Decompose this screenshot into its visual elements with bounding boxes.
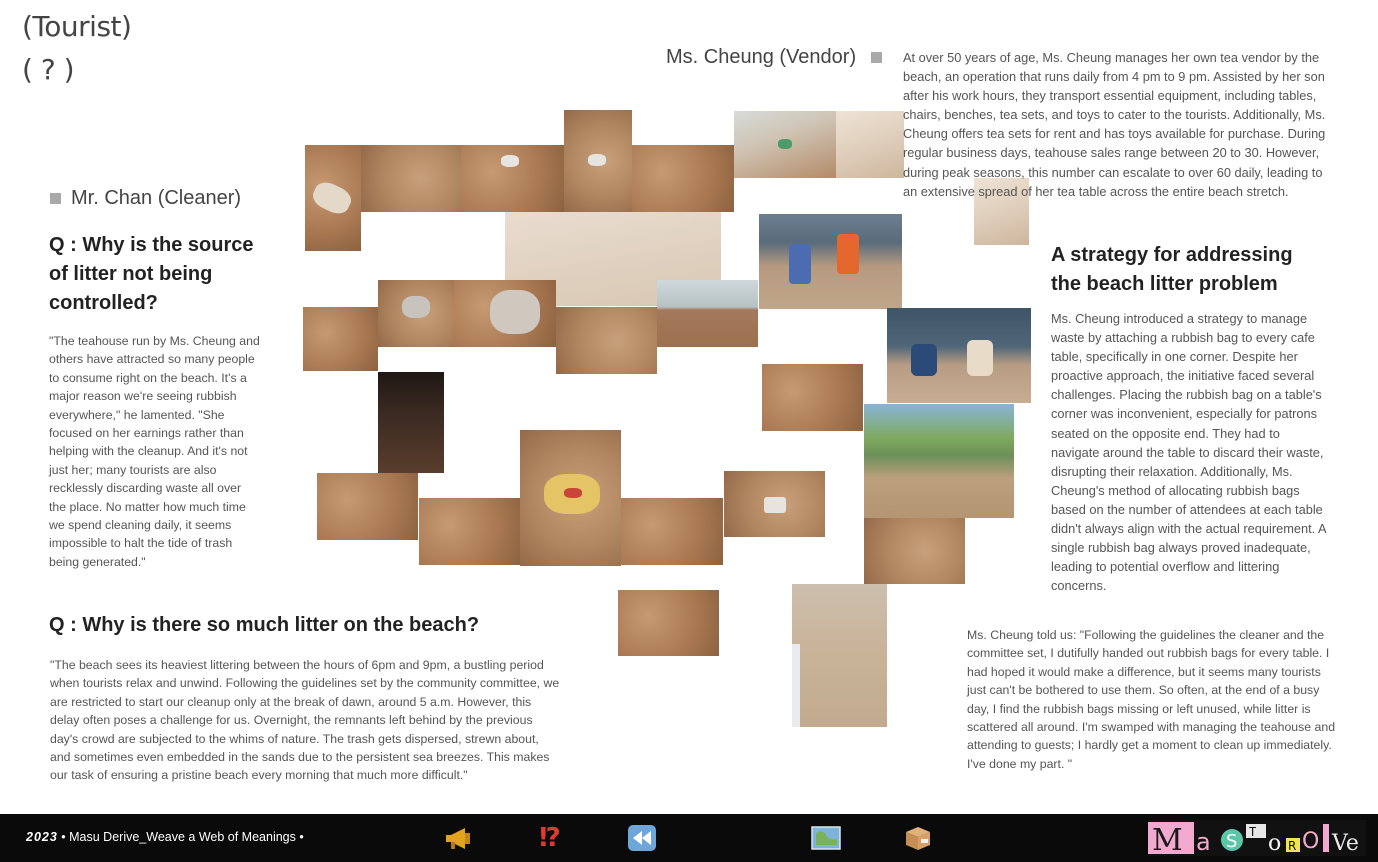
photo-people-chairs	[759, 214, 902, 309]
cleaner-answer-2: "The beach sees its heaviest littering between the hours of 6pm and 9pm, a bustling period when tourists relax and unwind. Following the guidelines set by the community committee, we are restricted to start our cleanup only at the break of dawn, around 5 a.m. However, this delay often poses a challenge for us. Overnight, the remnants left behind by the previous day's crowd are subjected to the whims of nature. The trash gets dispersed, strewn about, and sometimes even embedded in the sands due to the persistent sea breezes. This makes our task of ensuring a pristine beach every morning that much more difficult."	[50, 658, 560, 783]
map-icon[interactable]	[810, 822, 842, 854]
vendor-quote: Ms. Cheung told us: "Following the guidelines the cleaner and the committee set, I dutifully handed out rubbish bags for every table. I had hoped it would make a difference, but it seems many tourists just can't be bothered to use them. So often, at the end of a busy day, I find the rubbish bags missing or left unused, while litter is scattered all around. I'm swamped with managing the teahouse and attending to guests; I hardly get a moment to clean up immediately. I've done my part. "	[967, 628, 1336, 771]
strategy-title: A strategy for addressing the beach litter problem	[1051, 244, 1293, 295]
svg-text:R: R	[1288, 839, 1297, 853]
rewind-icon[interactable]	[626, 822, 658, 854]
cleaner-label	[50, 187, 241, 210]
box-icon[interactable]	[902, 822, 934, 854]
photo-beach-night	[378, 372, 444, 473]
photo-sea-horizon	[657, 280, 758, 347]
footer-project-name: • Masu Derive_Weave a Web of Meanings •	[61, 830, 304, 844]
question-so-much-litter: Q : Why is there so much litter on the beach?	[49, 614, 480, 636]
photo-people-sitting	[887, 308, 1031, 403]
svg-text:O: O	[1302, 829, 1320, 854]
photo-sand	[864, 518, 965, 584]
photo-debris-bag	[454, 280, 556, 347]
photo-sand	[556, 307, 657, 374]
cleaner-name: Mr. Chan (Cleaner)	[71, 187, 242, 209]
tourist-heading	[22, 10, 131, 86]
photo-sand-plastic	[461, 145, 564, 212]
vendor-name: Ms. Cheung (Vendor)	[666, 46, 857, 68]
svg-text:M: M	[1152, 823, 1183, 856]
svg-text:a: a	[1196, 828, 1211, 856]
bullet-square-icon	[871, 52, 882, 63]
cleaner-answer-1: "The teahouse run by Ms. Cheung and others have attracted so many people to consume right on the beach. It's a major reason we're seeing rubbish everywhere," he lamented. "She focused on her earnings rather than helping with the cleanup. And it's not just her; many tourists are also recklessly discarding waste all over the place. No matter how much time we spend cleaning daily, it seems impossible to halt the tide of trash being generated."	[49, 334, 260, 569]
photo-sand	[317, 473, 418, 540]
svg-text:o: o	[1268, 831, 1282, 856]
photo-sand	[419, 498, 520, 565]
tourist-question: ( ? )	[22, 53, 75, 86]
vendor-intro: At over 50 years of age, Ms. Cheung manages her own tea vendor by the beach, an operation that runs daily from 4 pm to 9 pm. Assisted by her son after his work hours, they transport essential equipment, including tables, chairs, benches, tea sets, and toys to cater to the tourists. Additionally, Ms. Cheung offers tea sets for rent and has toys available for purchase. During regular business days, teahouse sales range between 20 to 30. However, during peak seasons, this number can escalate to over 60 daily, leading to an extensive spread of her tea table across the entire beach stretch.	[903, 50, 1326, 199]
strategy-text: Ms. Cheung introduced a strategy to manage waste by attaching a rubbish bag to every cafe table, specifically in one corner. Despite her proactive approach, the initiative faced several challenges. Placing the rubbish bag on a table's corner was inconvenient, especially for patrons seated on the opposite end. They had to navigate around the table to discard their waste, disrupting their relaxation. Additionally, Ms. Cheung's method of allocating rubbish bags based on the number of attendees at each table didn't always align with the actual requirement. A single rubbish bag always proved inadequate, leading to potential overflow and littering concerns.	[1051, 311, 1326, 594]
photo-sand-cup	[564, 110, 632, 212]
photo-beach-park	[864, 404, 1014, 518]
photo-sand	[303, 307, 378, 371]
tourist-label: (Tourist)	[22, 10, 132, 43]
svg-text:S: S	[1226, 831, 1238, 852]
photo-sand	[632, 145, 734, 212]
exclamation-question-icon[interactable]: ⁉	[539, 823, 561, 853]
question-source-of-litter: Q : Why is the source of litter not being controlled?	[49, 234, 254, 314]
photo-sand	[618, 590, 719, 656]
masu-logo[interactable]	[1148, 820, 1366, 856]
photo-sand	[361, 145, 461, 212]
megaphone-icon[interactable]	[442, 822, 474, 854]
svg-text:Ve: Ve	[1332, 831, 1359, 856]
photo-crowded-beach	[792, 584, 887, 727]
photo-litter-wrapper	[305, 145, 361, 251]
bullet-square-icon	[50, 193, 61, 204]
photo-pale-sand	[836, 111, 904, 178]
footer-title	[26, 830, 304, 844]
photo-yellow-litter	[520, 430, 621, 566]
photo-sand-stick	[762, 364, 863, 431]
photo-sand	[724, 471, 825, 537]
photo-sand-twig	[621, 498, 723, 565]
photo-sand	[378, 280, 454, 347]
footer-year: 2023	[26, 830, 58, 844]
svg-text:T: T	[1249, 825, 1257, 839]
photo-shoreline	[734, 111, 836, 178]
